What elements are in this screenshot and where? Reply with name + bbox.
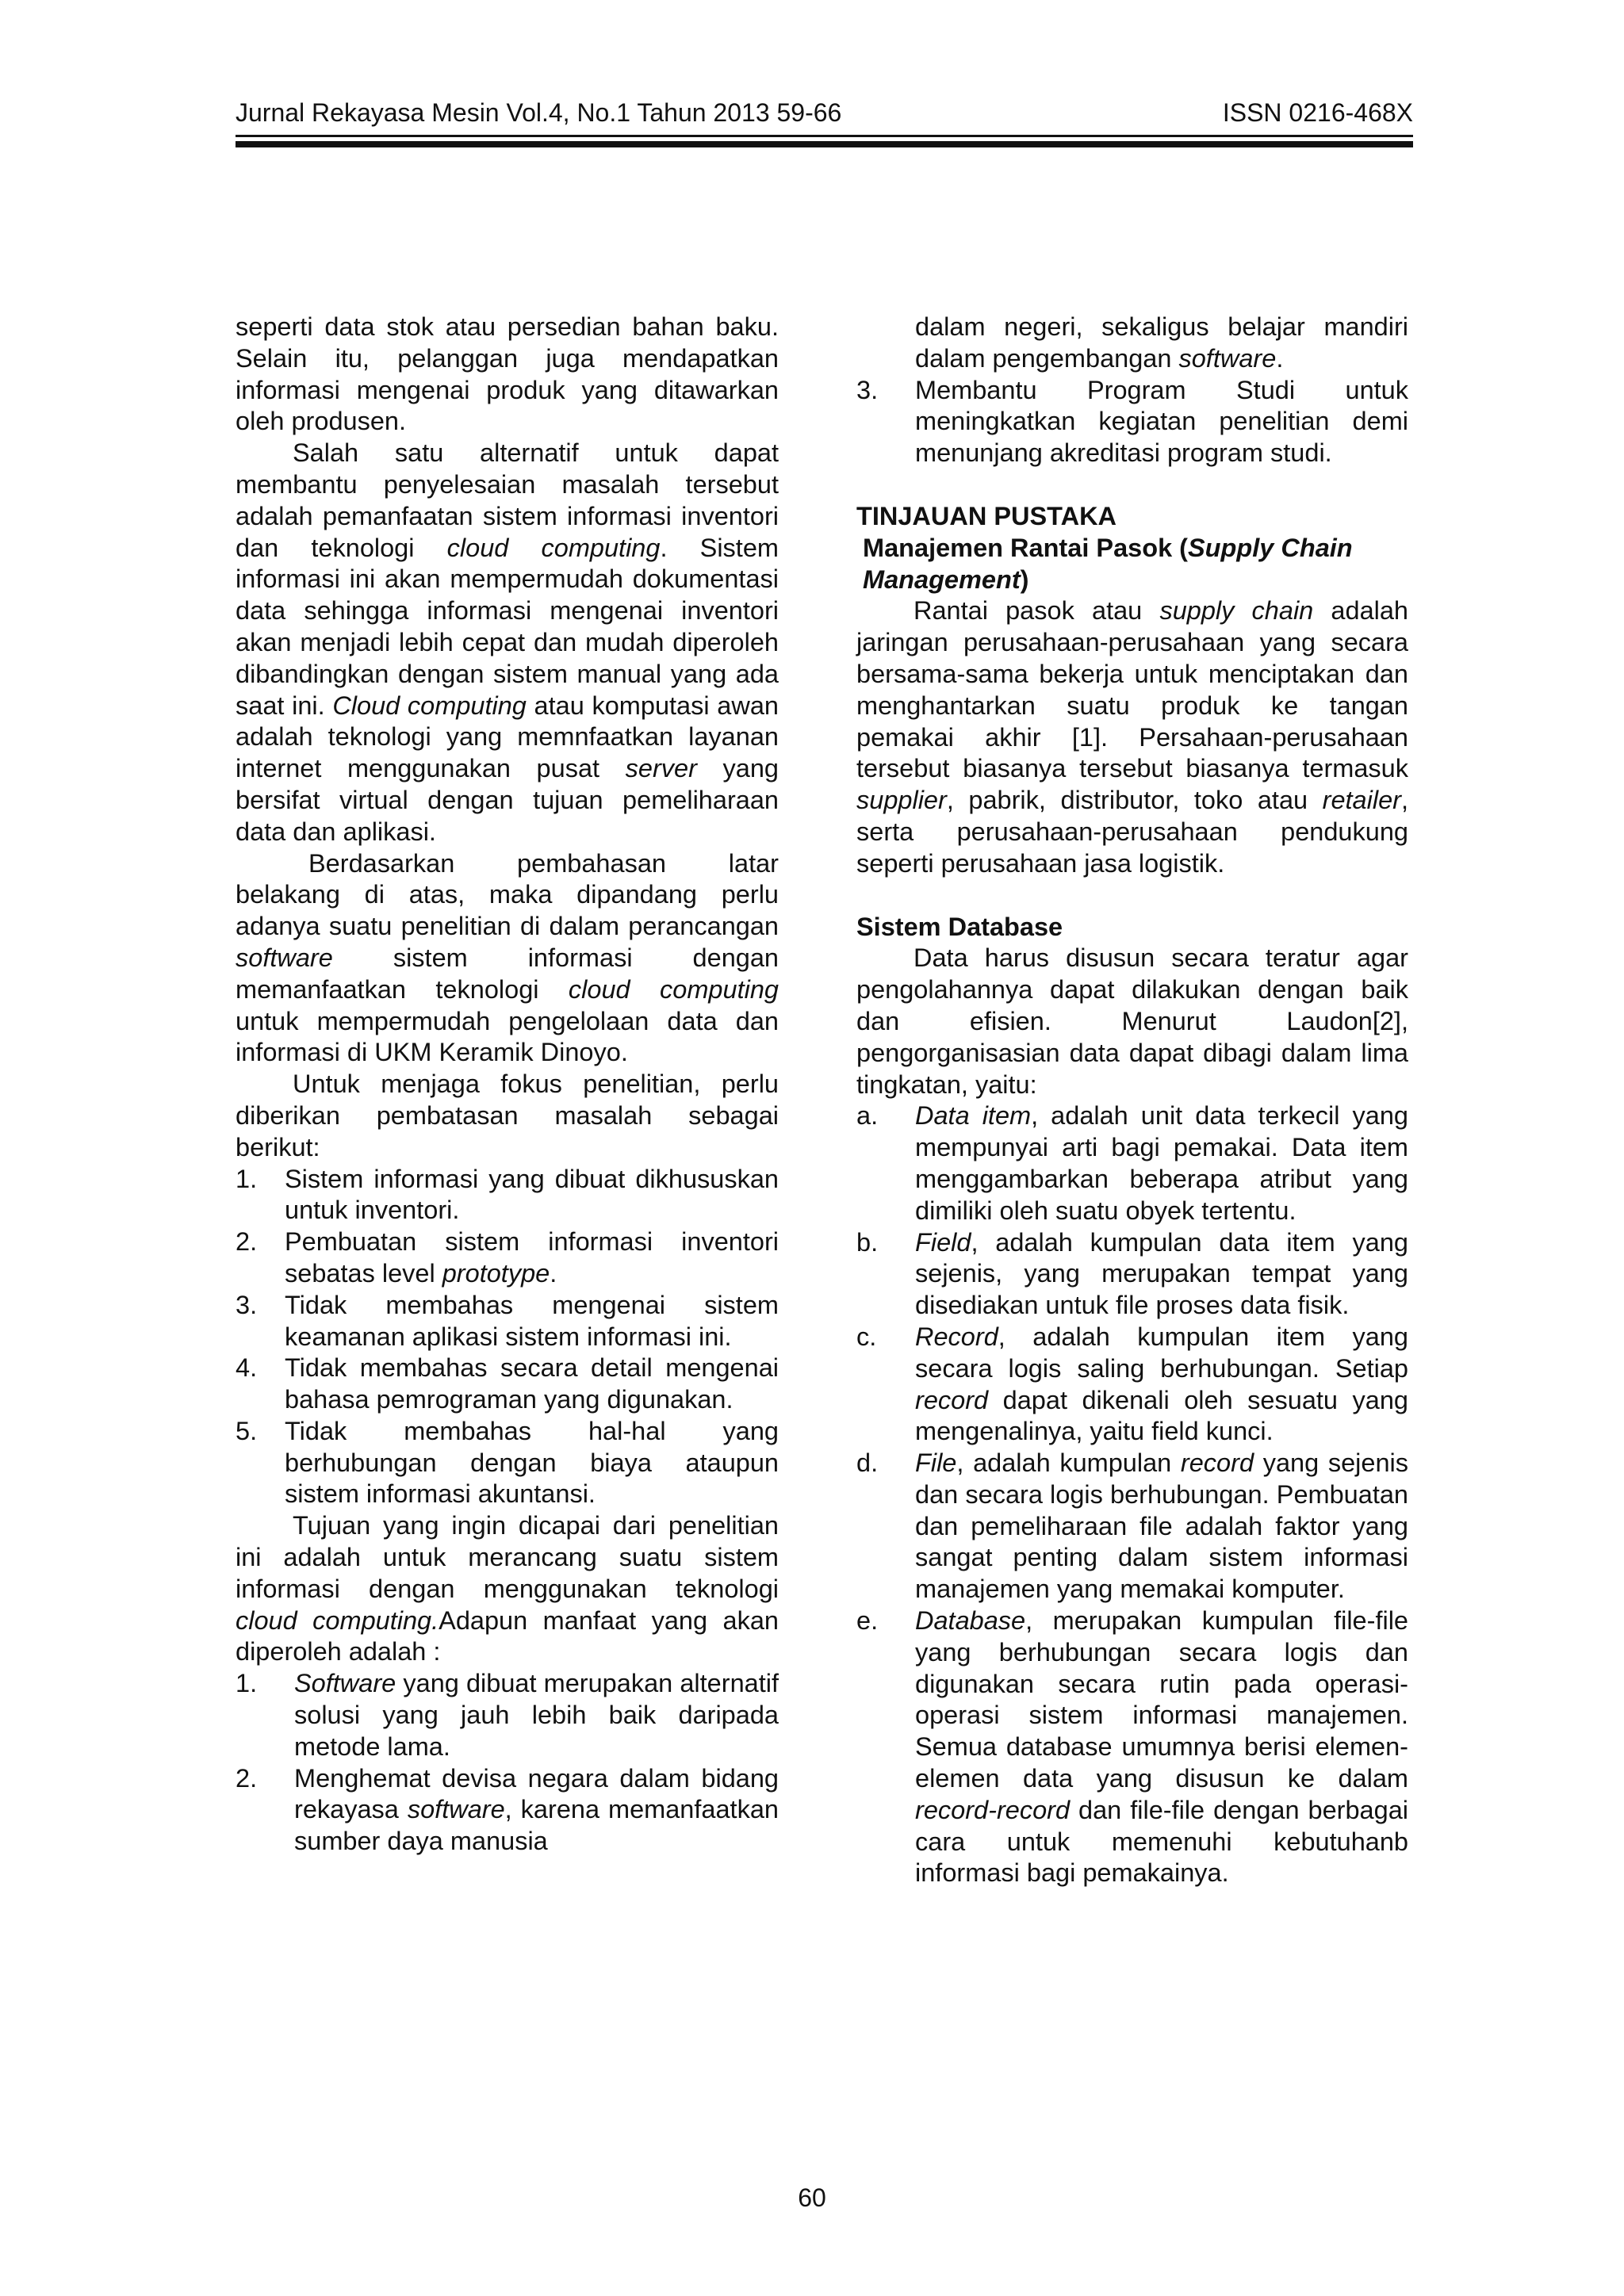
paragraph-database: Data harus disusun secara teratur agar pengolahannya dapat dilakukan dengan baik dan efisien. Menurut Laudon[2], pengorganisasian data dapat dibagi dalam lima tingkatan, yaitu: bbox=[856, 943, 1408, 1099]
header-rule-thick bbox=[236, 141, 1413, 147]
paragraph-supply-chain: Rantai pasok atau supply chain adalah jaringan perusahaan-perusahaan yang secara bersama-sama bekerja untuk menciptakan dan menghantarkan suatu produk ke tangan pemakai akhir [1]. Persahaan-perusahaan tersebut biasanya tersebut biasanya termasuk supplier, pabrik, distributor, toko atau retailer, serta perusahaan-perusahaan pendukung seperti perusahaan jasa logistik. bbox=[856, 596, 1409, 878]
list-item: 2. Menghemat devisa negara dalam bidang rekayasa software, karena memanfaatkan sumber daya manusia bbox=[236, 1763, 779, 1856]
paragraph-4: Untuk menjaga fokus penelitian, perlu diberikan pembatasan masalah sebagai berikut: bbox=[236, 1070, 779, 1161]
running-header bbox=[236, 97, 1413, 128]
subsection-heading-supply-chain: Manajemen Rantai Pasok (Supply Chain Management) bbox=[863, 533, 1353, 594]
list-item: 3. Membantu Program Studi untuk meningkatkan kegiatan penelitian demi menunjang akreditasi program studi. bbox=[856, 375, 1408, 468]
paragraph-1: seperti data stok atau persedian bahan baku. Selain itu, pelanggan juga mendapatkan informasi mengenai produk yang ditawarkan oleh produsen. bbox=[236, 312, 779, 436]
levels-list bbox=[856, 1100, 1408, 1889]
list-item: 1. Sistem informasi yang dibuat dikhususkan untuk inventori. bbox=[236, 1164, 779, 1225]
list-item: c. Record, adalah kumpulan item yang secara logis saling berhubungan. Setiap record dapat dikenali oleh sesuatu yang mengenalinya, yaitu field kunci. bbox=[856, 1322, 1408, 1446]
list-item: 5. Tidak membahas hal-hal yang berhubungan dengan biaya ataupun sistem informasi akuntansi. bbox=[236, 1416, 779, 1509]
list-item: e. Database, merupakan kumpulan file-file yang berhubungan secara logis dan digunakan secara rutin pada operasi-operasi sistem informasi manajemen. Semua database umumnya berisi elemen-elemen data yang disusun ke dalam record-record dan file-file dengan berbagai cara untuk memenuhi kebutuhanb informasi bagi pemakainya. bbox=[856, 1606, 1408, 1888]
benefits-list bbox=[236, 1668, 779, 1858]
page-number: 60 bbox=[798, 2183, 826, 2212]
limits-list bbox=[236, 1164, 779, 1511]
list-item: b. Field, adalah kumpulan data item yang sejenis, yang merupakan tempat yang disediakan untuk file proses data fisik. bbox=[856, 1227, 1408, 1320]
paragraph-2: Salah satu alternatif untuk dapat membantu penyelesaian masalah tersebut adalah pemanfaatan sistem informasi inventori dan teknologi cloud computing. Sistem informasi ini akan mempermudah dokumentasi data sehingga informasi mengenai inventori akan menjadi lebih cepat dan mudah diperoleh dibandingkan dengan sistem manual yang ada saat ini. Cloud computing atau komputasi awan adalah teknologi yang memnfaatkan layanan internet menggunakan pusat server yang bersifat virtual dengan tujuan pemeliharaan data dan aplikasi. bbox=[236, 438, 779, 846]
list-item: a. Data item, adalah unit data terkecil yang mempunyai arti bagi pemakai. Data item menggambarkan beberapa atribut yang dimiliki oleh suatu obyek tertentu. bbox=[856, 1101, 1408, 1225]
header-rule-thin bbox=[236, 135, 1413, 137]
issn: ISSN 0216-468X bbox=[1222, 98, 1413, 127]
section-heading-tinjauan: TINJAUAN PUSTAKA bbox=[856, 501, 1117, 530]
paragraph-3: Berdasarkan pembahasan latar belakang di atas, maka dipandang perlu adanya suatu penelitian di dalam perancangan software sistem informasi dengan memanfaatkan teknologi cloud computing untuk mempermudah pengelolaan data dan informasi di UKM Keramik Dinoyo. bbox=[236, 848, 779, 1067]
right-column bbox=[856, 312, 1408, 1889]
list-item-continuation: dalam negeri, sekaligus belajar mandiri dalam pengembangan software. bbox=[915, 312, 1408, 373]
list-item: 1. Software yang dibuat merupakan alternatif solusi yang jauh lebih baik daripada metode lama. bbox=[236, 1669, 779, 1761]
paragraph-5: Tujuan yang ingin dicapai dari penelitian ini adalah untuk merancang suatu sistem informasi dengan menggunakan teknologi cloud computing.Adapun manfaat yang akan diperoleh adalah : bbox=[236, 1511, 779, 1667]
subsection-heading-database: Sistem Database bbox=[856, 912, 1063, 941]
list-item: d. File, adalah kumpulan record yang sejenis dan secara logis berhubungan. Pembuatan dan pemeliharaan file adalah faktor yang sangat penting dalam sistem informasi manajemen yang memakai komputer. bbox=[856, 1448, 1408, 1604]
list-item: 4. Tidak membahas secara detail mengenai bahasa pemrograman yang digunakan. bbox=[236, 1353, 779, 1414]
left-column bbox=[236, 312, 779, 1858]
list-item: 3. Tidak membahas mengenai sistem keamanan aplikasi sistem informasi ini. bbox=[236, 1290, 779, 1351]
list-item: 2. Pembuatan sistem informasi inventori sebatas level prototype. bbox=[236, 1227, 779, 1288]
journal-title: Jurnal Rekayasa Mesin Vol.4, No.1 Tahun 2013 59-66 bbox=[236, 98, 842, 127]
